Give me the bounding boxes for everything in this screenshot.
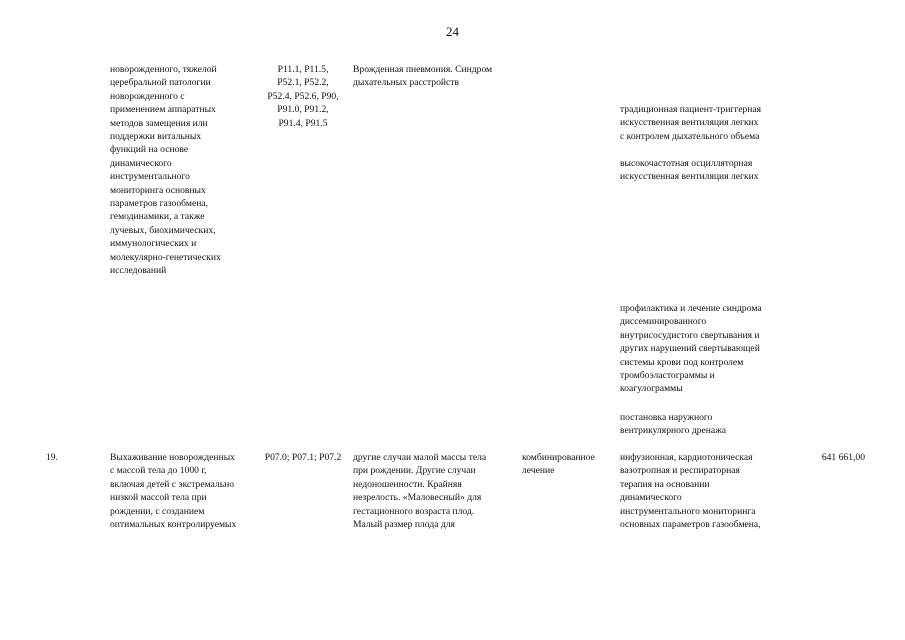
row-19-number: 19.	[46, 452, 58, 463]
row-19-price: 641 661,00	[821, 452, 865, 463]
row-19-codes: P07.0; P07.1; P07.2	[264, 452, 342, 463]
prev-row-method-2: высокочастотная осцилляторная искусственная вентиляция легких	[620, 158, 759, 183]
prev-row-model: Врожденная пневмония. Синдром дыхательных расстройств	[353, 64, 493, 89]
prev-row-name: новорожденного, тяжелой церебральной патологии новорожденного с применением аппаратных методов замещения или поддержки витальных функций на основе динамического инструментального мониторинга основных параметров газообмена, гемодинамики, а также лучевых, биохимических, иммунологических и молекулярно-генетических исследований	[110, 64, 221, 277]
prev-row-method-4: постановка наружного вентрикулярного дренажа	[620, 412, 727, 437]
prev-row-method-3: профилактика и лечение синдрома диссеминированного внутрисосудистого свертывания и других нарушений свертывающей системы крови под контролем тромбоэластограммы и коагулограммы	[620, 303, 762, 395]
prev-row-codes: P11.1, P11.5, P52.1, P52.2, P52.4, P52.6, P90, P91.0, P91.2, P91.4, P91.5	[267, 64, 339, 129]
row-19-name: Выхаживание новорожденных с массой тела до 1000 г, включая детей с экстремально низкой массой тела при рождении, с созданием оптимальных контролируемых	[110, 452, 237, 531]
prev-row-method-1: традиционная пациент-триггерная искусственная вентиляция легких с контролем дыхательного объема	[620, 104, 762, 142]
row-19-method: инфузионная, кардиотоническая вазотропная и респираторная терапия на основании динамического инструментального мониторинга основных параметров газообмена,	[620, 452, 761, 531]
page-number: 24	[446, 24, 459, 39]
row-19-treatment-type: комбинированное лечение	[522, 452, 595, 477]
row-19-model: другие случаи малой массы тела при рождении. Другие случаи недоношенности. Крайняя незрелость. «Маловесный» для гестационного возраста плод. Малый размер плода для	[353, 452, 487, 531]
